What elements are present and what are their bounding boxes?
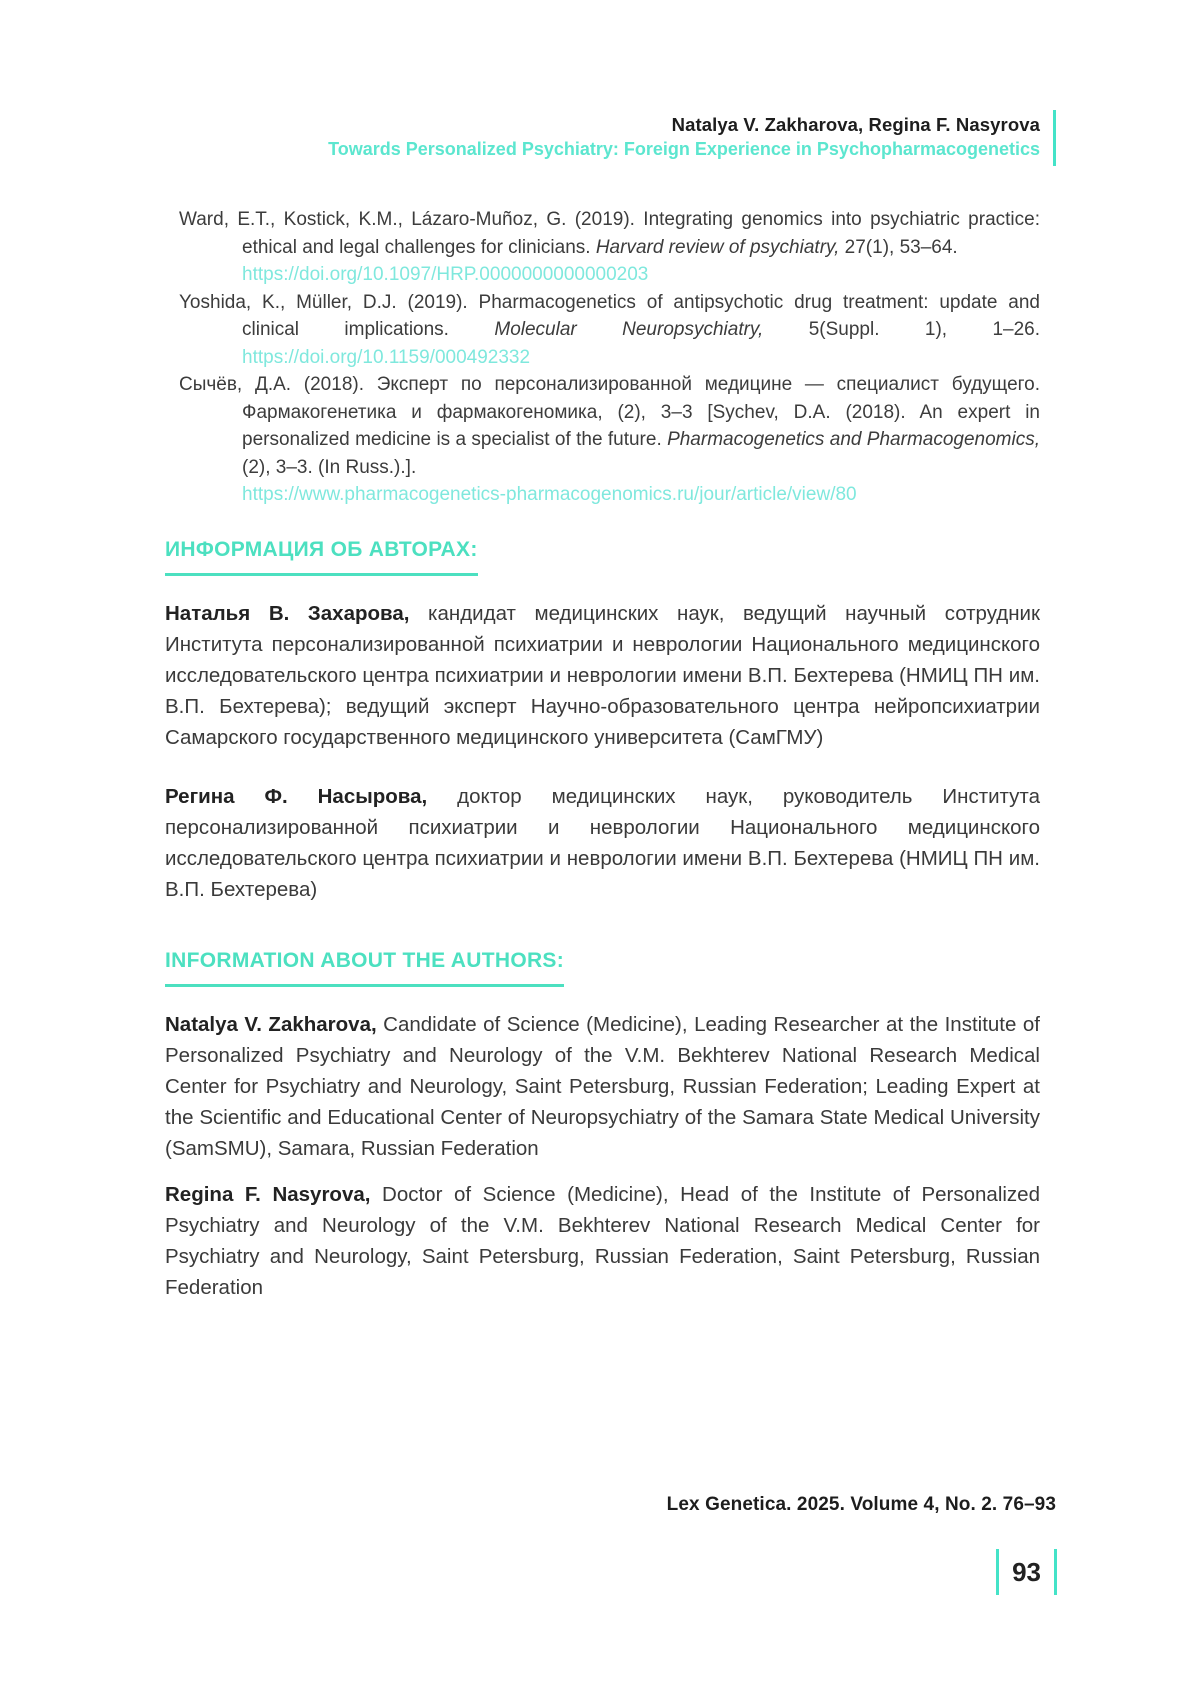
page-number-right-bar	[1054, 1549, 1057, 1595]
reference-3-text: Сычёв, Д.А. (2018). Эксперт по персонализированной медицине — специалист будущего. Фармакогенетика и фармакогеномика, (2), 3–3 [Sychev, D.A. (2018). An expert in personalized medicine is a specialist of the future.	[179, 374, 1040, 450]
author-bio-ru-nasyrova	[165, 781, 1040, 905]
reference-3-journal-title: Pharmacogenetics and Pharmacogenomics,	[667, 429, 1040, 450]
reference-1-text: Ward, E.T., Kostick, K.M., Lázaro-Muñoz, G. (2019). Integrating genomics into psychiatric practice: ethical and legal challenges for clinicians.	[179, 209, 1040, 258]
author-bio-text: кандидат медицинских наук, ведущий научный сотрудник Института персонализированной психиатрии и неврологии Национального медицинского исследовательского центра психиатрии и неврологии имени В.П. Бехтерева (НМИЦ ПН им. В.П. Бехтерева); ведущий эксперт Научно-образовательного центра нейропсихиатрии Самарского государственного медицинского университета (СамГМУ)	[165, 601, 1040, 749]
author-name-ru-nasyrova: Регина Ф. Насырова,	[165, 784, 428, 808]
section-heading-ru: ИНФОРМАЦИЯ ОБ АВТОРАХ:	[165, 537, 478, 576]
reference-entry-3	[172, 371, 1040, 509]
reference-entry-1	[172, 206, 1040, 289]
reference-1-pages: 27(1), 53–64.	[839, 236, 958, 258]
reference-2-pages: 5(Suppl. 1), 1–26.	[763, 319, 1040, 340]
author-bio-ru-zakharova	[165, 598, 1040, 753]
author-name-ru-zakharova: Наталья В. Захарова,	[165, 601, 410, 625]
reference-1-doi-link[interactable]: https://doi.org/10.1097/HRP.0000000000000203	[242, 264, 649, 285]
page-number-value: 93	[1012, 1557, 1041, 1587]
running-head-block	[328, 110, 1056, 166]
author-bio-text: Doctor of Science (Medicine), Head of the Institute of Personalized Psychiatry and Neurology of the V.M. Bekhterev National Research Medical Center for Psychiatry and Neurology, Saint Petersburg, Russian Federation, Saint Petersburg, Russian Federation	[165, 1182, 1040, 1299]
reference-2-doi-link[interactable]: https://doi.org/10.1159/000492332	[242, 346, 531, 368]
page-number-left-bar	[996, 1549, 999, 1595]
page-number	[996, 1548, 1057, 1596]
authors-info-section-ru	[165, 537, 1040, 905]
references-list	[172, 206, 1040, 509]
reference-1-journal-title: Harvard review of psychiatry,	[595, 236, 840, 258]
reference-3-url-link[interactable]: https://www.pharmacogenetics-pharmacogenomics.ru/jour/article/view/80	[242, 484, 857, 505]
author-name-en-zakharova: Natalya V. Zakharova,	[165, 1012, 377, 1036]
reference-2-journal-title: Molecular Neuropsychiatry,	[494, 319, 764, 340]
author-bio-en-nasyrova	[165, 1179, 1040, 1303]
reference-2-text: Yoshida, K., Müller, D.J. (2019). Pharmacogenetics of antipsychotic drug treatment: update and clinical implications.	[179, 291, 1040, 340]
author-bio-text: Candidate of Science (Medicine), Leading Researcher at the Institute of Personalized Psychiatry and Neurology of the V.M. Bekhterev National Research Medical Center for Psychiatry and Neurology, Saint Petersburg, Russian Federation; Leading Expert at the Scientific and Educational Center of Neuropsychiatry of the Samara State Medical University (SamSMU), Samara, Russian Federation	[165, 1012, 1040, 1160]
running-head-authors: Natalya V. Zakharova, Regina F. Nasyrova	[671, 114, 1040, 135]
reference-entry-2	[172, 289, 1040, 372]
authors-info-section-en	[165, 948, 1040, 1303]
running-head-article-title: Towards Personalized Psychiatry: Foreign Experience in Psychopharmacogenetics	[328, 139, 1040, 159]
author-name-en-nasyrova: Regina F. Nasyrova,	[165, 1182, 371, 1206]
author-bio-text: доктор медицинских наук, руководитель Института персонализированной психиатрии и неврологии Национального медицинского исследовательского центра психиатрии и неврологии имени В.П. Бехтерева (НМИЦ ПН им. В.П. Бехтерева)	[165, 784, 1040, 901]
reference-3-pages: (2), 3–3. (In Russ.).].	[242, 456, 417, 478]
running-head	[165, 110, 1040, 166]
journal-footline: Lex Genetica. 2025. Volume 4, No. 2. 76–93	[666, 1494, 1056, 1515]
page-content-column	[165, 0, 1040, 1303]
author-bio-en-zakharova	[165, 1009, 1040, 1164]
section-heading-en: INFORMATION ABOUT THE AUTHORS:	[165, 948, 564, 987]
